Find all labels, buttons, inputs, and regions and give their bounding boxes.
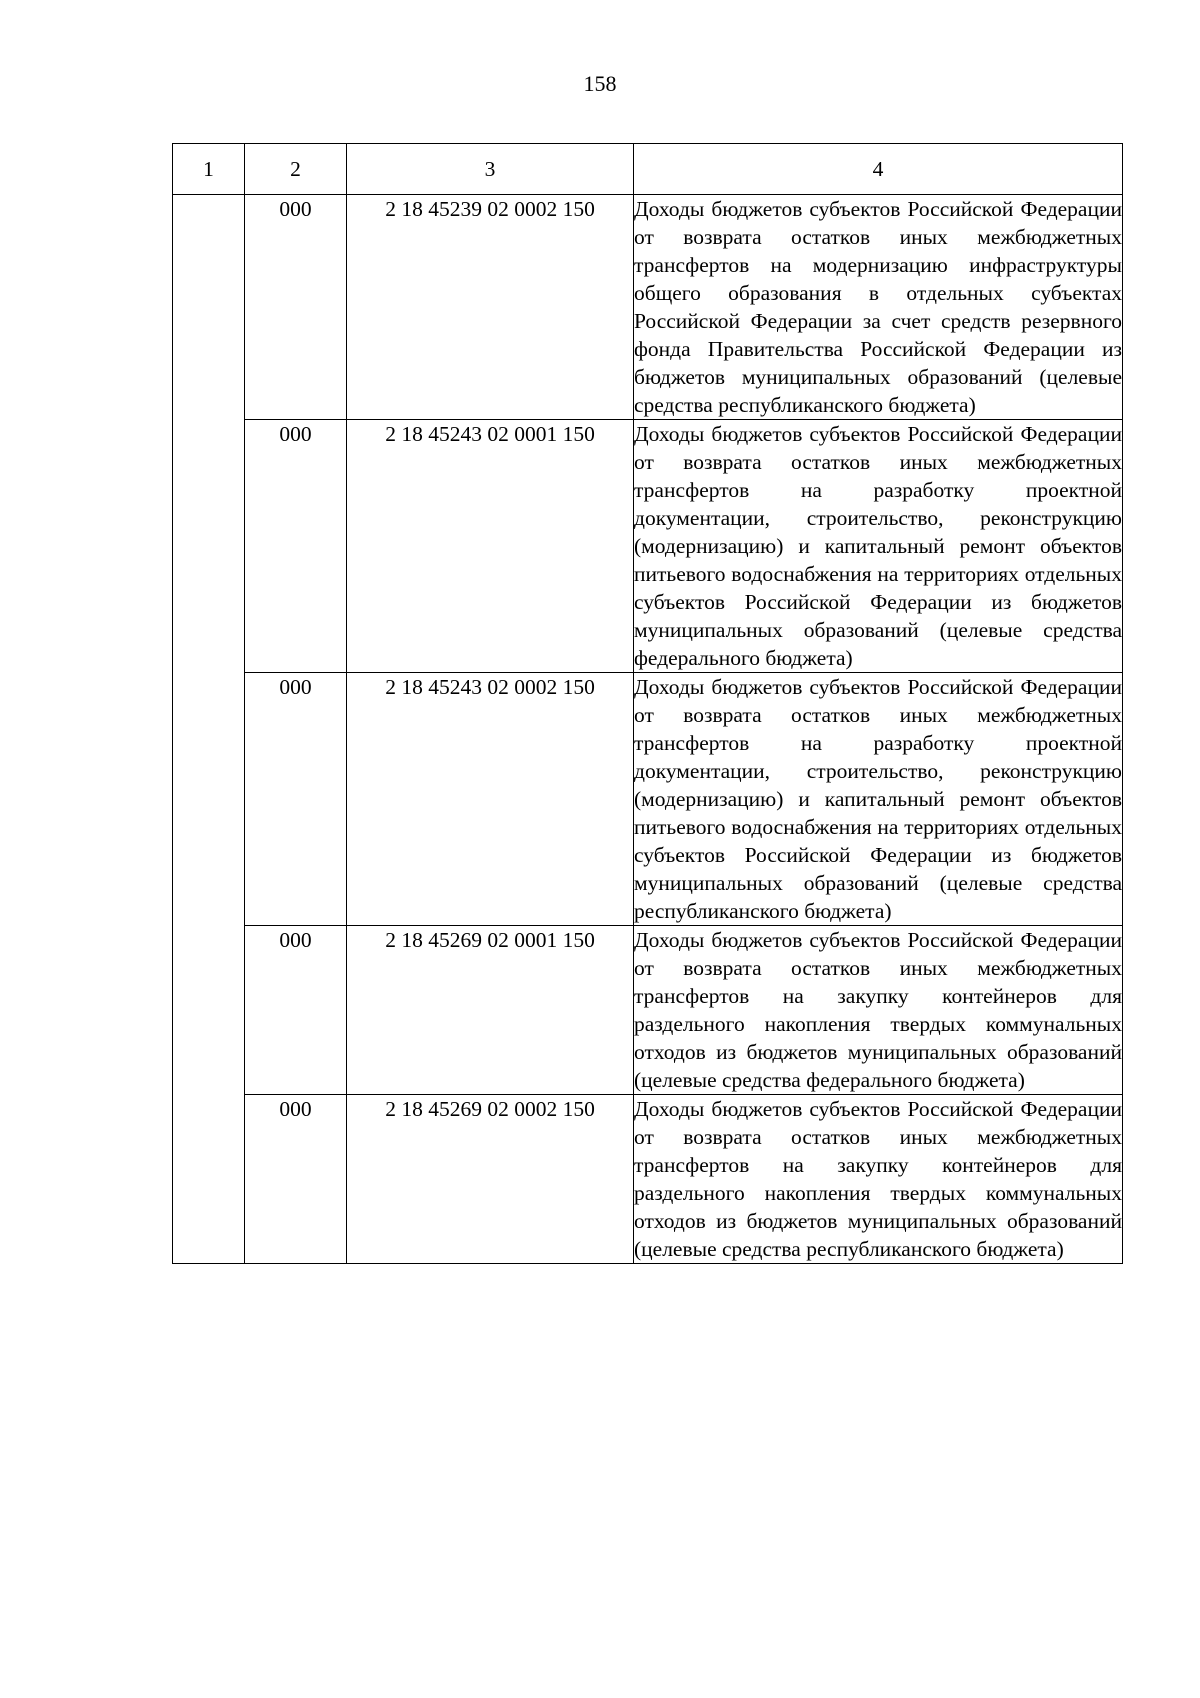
- merged-column-1-cell: [173, 195, 245, 1264]
- budget-revenue-table: [172, 143, 1123, 1264]
- description-cell: Доходы бюджетов субъектов Российской Федерации от возврата остатков иных межбюджетных трансфертов на разработку проектной документации, строительство, реконструкцию (модернизацию) и капитальный ремонт объектов питьевого водоснабжения на территориях отдельных субъектов Российской Федерации из бюджетов муниципальных образований (целевые средства республиканского бюджета): [634, 673, 1123, 926]
- header-column-1: 1: [173, 144, 245, 195]
- page-number: 158: [583, 71, 617, 96]
- description-cell: Доходы бюджетов субъектов Российской Федерации от возврата остатков иных межбюджетных трансфертов на модернизацию инфраструктуры общего образования в отдельных субъектах Российской Федерации за счет средств резервного фонда Правительства Российской Федерации из бюджетов муниципальных образований (целевые средства республиканского бюджета): [634, 195, 1123, 420]
- description-cell: Доходы бюджетов субъектов Российской Федерации от возврата остатков иных межбюджетных трансфертов на закупку контейнеров для раздельного накопления твердых коммунальных отходов из бюджетов муниципальных образований (целевые средства федерального бюджета): [634, 926, 1123, 1095]
- admin-code-cell: 000: [245, 673, 347, 926]
- description-cell: Доходы бюджетов субъектов Российской Федерации от возврата остатков иных межбюджетных трансфертов на разработку проектной документации, строительство, реконструкцию (модернизацию) и капитальный ремонт объектов питьевого водоснабжения на территориях отдельных субъектов Российской Федерации из бюджетов муниципальных образований (целевые средства федерального бюджета): [634, 420, 1123, 673]
- revenue-code-cell: 2 18 45243 02 0001 150: [347, 420, 634, 673]
- admin-code-cell: 000: [245, 420, 347, 673]
- table-row: [173, 673, 1123, 926]
- description-cell: Доходы бюджетов субъектов Российской Федерации от возврата остатков иных межбюджетных трансфертов на закупку контейнеров для раздельного накопления твердых коммунальных отходов из бюджетов муниципальных образований (целевые средства республиканского бюджета): [634, 1095, 1123, 1264]
- table-row: [173, 195, 1123, 420]
- revenue-code-cell: 2 18 45243 02 0002 150: [347, 673, 634, 926]
- header-column-2: 2: [245, 144, 347, 195]
- admin-code-cell: 000: [245, 1095, 347, 1264]
- header-column-4: 4: [634, 144, 1123, 195]
- table-row: [173, 1095, 1123, 1264]
- table-row: [173, 926, 1123, 1095]
- admin-code-cell: 000: [245, 195, 347, 420]
- revenue-code-cell: 2 18 45269 02 0002 150: [347, 1095, 634, 1264]
- revenue-code-cell: 2 18 45269 02 0001 150: [347, 926, 634, 1095]
- header-column-3: 3: [347, 144, 634, 195]
- table-header-row: [173, 144, 1123, 195]
- revenue-code-cell: 2 18 45239 02 0002 150: [347, 195, 634, 420]
- admin-code-cell: 000: [245, 926, 347, 1095]
- table-row: [173, 420, 1123, 673]
